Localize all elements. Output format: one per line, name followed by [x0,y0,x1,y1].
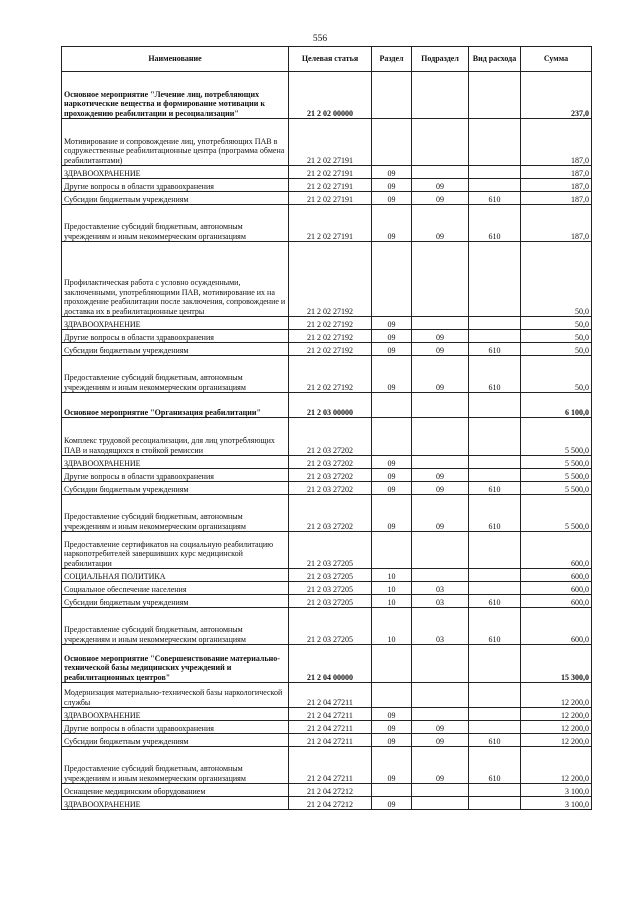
table-row [62,393,592,418]
table-row [62,532,592,569]
header-sum: Сумма [521,47,592,72]
table-row [62,205,592,242]
row-type: 610 [469,595,521,608]
row-code: 21 2 02 27192 [289,242,372,317]
table-row [62,242,592,317]
row-name: Другие вопросы в области здравоохранения [62,721,289,734]
row-name: Предоставление субсидий бюджетным, автономным учреждениям и иным некоммерческим организациям [62,608,289,645]
row-subsection [412,317,469,330]
row-subsection [412,708,469,721]
row-code: 21 2 02 27192 [289,317,372,330]
row-sum: 187,0 [521,192,592,205]
row-section: 10 [372,569,412,582]
row-section: 10 [372,595,412,608]
table-row [62,166,592,179]
row-code: 21 2 02 27191 [289,192,372,205]
row-name: Предоставление субсидий бюджетным, автономным учреждениям и иным некоммерческим организациям [62,356,289,393]
row-name: Другие вопросы в области здравоохранения [62,179,289,192]
row-section [372,784,412,797]
row-sum: 187,0 [521,166,592,179]
row-subsection: 09 [412,482,469,495]
page-number: 556 [312,34,328,44]
row-code: 21 2 02 00000 [289,72,372,119]
row-code: 21 2 02 27191 [289,119,372,166]
row-sum: 3 100,0 [521,784,592,797]
table-row [62,569,592,582]
row-sum: 50,0 [521,317,592,330]
row-section: 09 [372,482,412,495]
row-name: Другие вопросы в области здравоохранения [62,330,289,343]
row-subsection: 09 [412,343,469,356]
table-row [62,119,592,166]
row-sum: 12 200,0 [521,708,592,721]
table-row [62,734,592,747]
row-type [469,242,521,317]
row-subsection [412,456,469,469]
row-subsection: 09 [412,747,469,784]
row-section: 10 [372,582,412,595]
row-type: 610 [469,608,521,645]
header-code: Целевая статья [289,47,372,72]
row-name: ЗДРАВООХРАНЕНИЕ [62,708,289,721]
row-name: ЗДРАВООХРАНЕНИЕ [62,797,289,810]
row-type [469,683,521,708]
table-row [62,797,592,810]
header-type: Вид расхода [469,47,521,72]
row-subsection [412,569,469,582]
row-type: 610 [469,747,521,784]
row-subsection [412,242,469,317]
header-name: Наименование [62,47,289,72]
row-sum: 50,0 [521,356,592,393]
row-code: 21 2 04 27211 [289,747,372,784]
row-section: 09 [372,734,412,747]
row-code: 21 2 02 27191 [289,205,372,242]
row-subsection [412,797,469,810]
table-row [62,708,592,721]
row-type [469,330,521,343]
row-code: 21 2 03 27202 [289,456,372,469]
table-row [62,179,592,192]
row-code: 21 2 04 27211 [289,683,372,708]
row-sum: 12 200,0 [521,734,592,747]
row-section: 09 [372,797,412,810]
row-subsection: 09 [412,356,469,393]
row-section: 09 [372,192,412,205]
row-section: 09 [372,356,412,393]
row-type [469,569,521,582]
row-code: 21 2 02 27192 [289,343,372,356]
row-subsection: 09 [412,469,469,482]
table-row [62,747,592,784]
row-code: 21 2 03 27202 [289,469,372,482]
row-name: Предоставление субсидий бюджетным, автономным учреждениям и иным некоммерческим организациям [62,747,289,784]
row-subsection [412,645,469,683]
row-subsection: 09 [412,179,469,192]
row-section [372,242,412,317]
row-name: Мотивирование и сопровождение лиц, употребляющих ПАВ в содружественные реабилитационные центра (программа обмена реабилитантами) [62,119,289,166]
row-type [469,166,521,179]
row-section [372,532,412,569]
row-name: ЗДРАВООХРАНЕНИЕ [62,317,289,330]
row-subsection [412,393,469,418]
row-section [372,393,412,418]
row-section: 09 [372,456,412,469]
row-subsection [412,683,469,708]
row-section [372,72,412,119]
table-row [62,683,592,708]
row-type: 610 [469,495,521,532]
row-code: 21 2 02 27192 [289,356,372,393]
row-section: 09 [372,708,412,721]
row-type [469,418,521,456]
row-sum: 237,0 [521,72,592,119]
row-subsection: 09 [412,734,469,747]
row-subsection [412,784,469,797]
row-type: 610 [469,343,521,356]
row-code: 21 2 04 27211 [289,708,372,721]
row-sum: 50,0 [521,330,592,343]
row-type [469,119,521,166]
table-body [62,72,592,810]
row-sum: 5 500,0 [521,469,592,482]
row-name: Субсидии бюджетным учреждениям [62,343,289,356]
row-type [469,393,521,418]
row-sum: 12 200,0 [521,683,592,708]
row-type [469,708,521,721]
row-subsection: 03 [412,595,469,608]
row-type: 610 [469,192,521,205]
row-type [469,645,521,683]
row-sum: 50,0 [521,242,592,317]
row-section: 09 [372,495,412,532]
row-subsection: 09 [412,721,469,734]
row-code: 21 2 03 27202 [289,482,372,495]
row-subsection [412,418,469,456]
row-section: 09 [372,469,412,482]
row-code: 21 2 03 27202 [289,495,372,532]
row-name: Предоставление субсидий бюджетным, автономным учреждениям и иным некоммерческим организациям [62,205,289,242]
table-header [62,47,592,72]
row-subsection: 03 [412,582,469,595]
row-sum: 187,0 [521,119,592,166]
row-section [372,683,412,708]
row-subsection [412,166,469,179]
row-code: 21 2 04 27212 [289,797,372,810]
row-name: Субсидии бюджетным учреждениям [62,482,289,495]
row-subsection: 09 [412,192,469,205]
row-sum: 12 200,0 [521,721,592,734]
row-name: Субсидии бюджетным учреждениям [62,734,289,747]
table-row [62,343,592,356]
row-code: 21 2 04 27212 [289,784,372,797]
header-section: Раздел [372,47,412,72]
row-sum: 5 500,0 [521,418,592,456]
row-code: 21 2 02 27191 [289,166,372,179]
row-name: Основное мероприятие "Совершенствование материально-технической базы медицинских учреждений и реабилитационных центров" [62,645,289,683]
table-row [62,784,592,797]
row-sum: 600,0 [521,582,592,595]
row-type: 610 [469,356,521,393]
table-row [62,469,592,482]
budget-table [61,46,592,810]
row-sum: 187,0 [521,179,592,192]
row-type [469,721,521,734]
table-row [62,721,592,734]
table-row [62,330,592,343]
row-sum: 600,0 [521,595,592,608]
row-code: 21 2 02 27191 [289,179,372,192]
row-type [469,469,521,482]
row-code: 21 2 03 27202 [289,418,372,456]
table-row [62,495,592,532]
row-type: 610 [469,205,521,242]
row-name: Другие вопросы в области здравоохранения [62,469,289,482]
row-code: 21 2 03 00000 [289,393,372,418]
row-name: ЗДРАВООХРАНЕНИЕ [62,166,289,179]
row-code: 21 2 03 27205 [289,595,372,608]
row-section [372,645,412,683]
row-section: 09 [372,343,412,356]
row-subsection [412,119,469,166]
row-type [469,179,521,192]
row-type [469,784,521,797]
row-name: Модернизация материально-технической базы наркологической службы [62,683,289,708]
row-sum: 15 300,0 [521,645,592,683]
row-subsection: 09 [412,330,469,343]
row-code: 21 2 03 27205 [289,532,372,569]
row-section: 09 [372,721,412,734]
table-row [62,192,592,205]
row-sum: 12 200,0 [521,747,592,784]
row-name: СОЦИАЛЬНАЯ ПОЛИТИКА [62,569,289,582]
row-type [469,582,521,595]
row-code: 21 2 04 27211 [289,734,372,747]
header-subsection: Подраздел [412,47,469,72]
row-code: 21 2 03 27205 [289,582,372,595]
table-row [62,418,592,456]
row-sum: 5 500,0 [521,482,592,495]
row-code: 21 2 04 27211 [289,721,372,734]
row-sum: 6 100,0 [521,393,592,418]
row-name: Комплекс трудовой ресоциализации, для лиц употребляющих ПАВ и находящихся в стойкой ремиссии [62,418,289,456]
row-section: 09 [372,205,412,242]
table-row [62,72,592,119]
table-row [62,456,592,469]
table-row [62,608,592,645]
row-name: Предоставление сертификатов на социальную реабилитацию наркопотребителей завершивших курс медицинской реабилитации [62,532,289,569]
row-subsection: 09 [412,495,469,532]
row-type [469,317,521,330]
row-section: 09 [372,330,412,343]
row-sum: 5 500,0 [521,456,592,469]
row-section [372,119,412,166]
row-type: 610 [469,734,521,747]
table-row [62,482,592,495]
row-subsection [412,72,469,119]
row-subsection [412,532,469,569]
row-name: Субсидии бюджетным учреждениям [62,595,289,608]
row-subsection: 09 [412,205,469,242]
row-section: 09 [372,166,412,179]
row-name: Социальное обеспечение населения [62,582,289,595]
row-name: Субсидии бюджетным учреждениям [62,192,289,205]
row-type [469,532,521,569]
row-sum: 187,0 [521,205,592,242]
row-sum: 600,0 [521,569,592,582]
row-type [469,797,521,810]
row-subsection: 03 [412,608,469,645]
row-name: Профилактическая работа с условно осужденными, заключенными, употребляющими ПАВ, мотивирование их на прохождение реабилитации после заключения, сопровождение и доставка их в реабилитационные центры [62,242,289,317]
row-sum: 5 500,0 [521,495,592,532]
row-type [469,456,521,469]
row-code: 21 2 04 00000 [289,645,372,683]
row-type [469,72,521,119]
table-row [62,356,592,393]
row-name: Предоставление субсидий бюджетным, автономным учреждениям и иным некоммерческим организациям [62,495,289,532]
row-name: Основное мероприятие "Организация реабилитации" [62,393,289,418]
row-sum: 3 100,0 [521,797,592,810]
row-section: 09 [372,179,412,192]
row-code: 21 2 03 27205 [289,569,372,582]
table-row [62,317,592,330]
row-name: ЗДРАВООХРАНЕНИЕ [62,456,289,469]
row-name: Оснащение медицинским оборудованием [62,784,289,797]
row-type: 610 [469,482,521,495]
row-sum: 600,0 [521,532,592,569]
table-row [62,595,592,608]
row-sum: 600,0 [521,608,592,645]
table-row [62,645,592,683]
row-section: 09 [372,317,412,330]
row-section: 09 [372,747,412,784]
row-code: 21 2 03 27205 [289,608,372,645]
row-section [372,418,412,456]
row-sum: 50,0 [521,343,592,356]
row-code: 21 2 02 27192 [289,330,372,343]
row-name: Основное мероприятие "Лечение лиц, потребляющих наркотические вещества и формирование мотивации к прохождению реабилитации и ресоциализации" [62,72,289,119]
table-row [62,582,592,595]
row-section: 10 [372,608,412,645]
